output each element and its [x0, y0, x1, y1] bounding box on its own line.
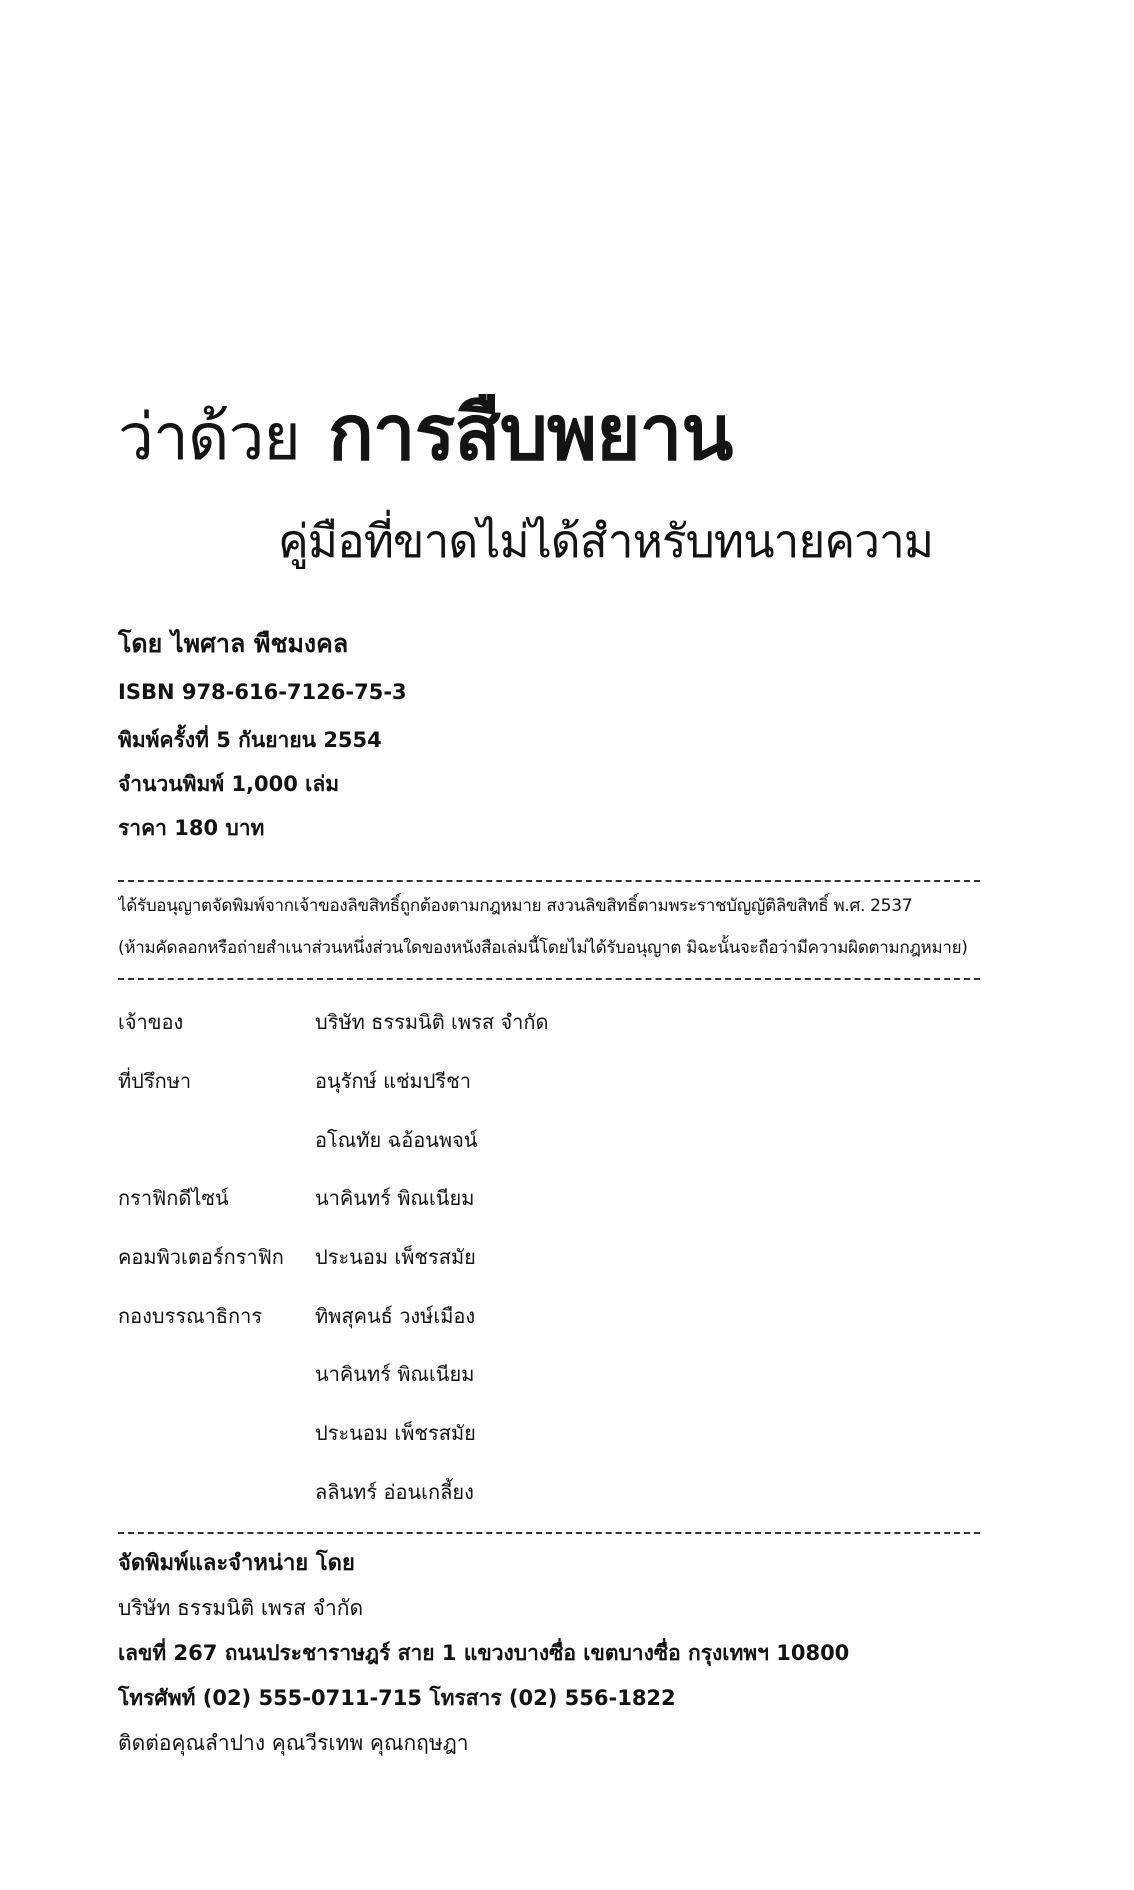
credit-label: เจ้าของ: [118, 1010, 184, 1034]
credit-name: อนุรักษ์ แช่มปรีชา: [315, 1069, 471, 1093]
credit-name: ประนอม เพ็ชรสมัย: [315, 1245, 476, 1269]
credit-label: กราฟิกดีไซน์: [118, 1186, 229, 1210]
book-subtitle: คู่มือที่ขาดไม่ได้สำหรับทนายความ: [278, 514, 934, 568]
credit-name: ลลินทร์ อ่อนเกลี้ยง: [315, 1480, 474, 1504]
credit-label: คอมพิวเตอร์กราฟิก: [118, 1245, 284, 1269]
credit-name: บริษัท ธรรมนิติ เพรส จำกัด: [315, 1010, 549, 1034]
publisher-contact: ติดต่อคุณลำปาง คุณวีรเทพ คุณกฤษฎา: [118, 1731, 469, 1755]
credit-label: กองบรรณาธิการ: [118, 1304, 263, 1328]
credit-name: นาคินทร์ พิณเนียม: [315, 1186, 475, 1210]
author-line: โดย ไพศาล พืชมงคล: [118, 629, 349, 658]
credit-label: ที่ปรึกษา: [118, 1069, 192, 1093]
isbn-line: ISBN 978-616-7126-75-3: [118, 680, 407, 704]
publisher-heading: จัดพิมพ์และจำหน่าย โดย: [118, 1551, 355, 1576]
publisher-phone: โทรศัพท์ (02) 555-0711-715 โทรสาร (02) 556-1822: [118, 1686, 676, 1710]
credit-name: นาคินทร์ พิณเนียม: [315, 1362, 475, 1386]
print-run-line: จำนวนพิมพ์ 1,000 เล่ม: [118, 772, 340, 796]
credit-name: ประนอม เพ็ชรสมัย: [315, 1421, 476, 1445]
book-title: [118, 388, 733, 477]
edition-line: พิมพ์ครั้งที่ 5 กันยายน 2554: [118, 728, 382, 752]
credit-name: ทิพสุคนธ์ วงษ์เมือง: [315, 1304, 476, 1328]
title-main-text: การสืบพยาน: [327, 388, 733, 477]
copyright-warning: (ห้ามคัดลอกหรือถ่ายสำเนาส่วนหนึ่งส่วนใดของหนังสือเล่มนี้โดยไม่ได้รับอนุญาต มิฉะนั้นจะถือว่ามีความผิดตามกฎหมาย): [118, 938, 968, 958]
publisher-address: เลขที่ 267 ถนนประชาราษฎร์ สาย 1 แขวงบางซื่อ เขตบางซื่อ กรุงเทพฯ 10800: [118, 1641, 850, 1665]
price-line: ราคา 180 บาท: [118, 816, 265, 840]
publisher-company: บริษัท ธรรมนิติ เพรส จำกัด: [118, 1596, 364, 1620]
divider-bottom: [118, 1532, 980, 1534]
divider-middle: [118, 978, 980, 980]
credit-name: อโณทัย ฉอ้อนพจน์: [315, 1128, 478, 1152]
divider-top: [118, 880, 980, 882]
copyright-notice: ได้รับอนุญาตจัดพิมพ์จากเจ้าของลิขสิทธิ์ถูกต้องตามกฎหมาย สงวนลิขสิทธิ์ตามพระราชบัญญัติลิขสิทธิ์ พ.ศ. 2537: [118, 896, 913, 916]
title-prefix: ว่าด้วย: [118, 401, 300, 475]
